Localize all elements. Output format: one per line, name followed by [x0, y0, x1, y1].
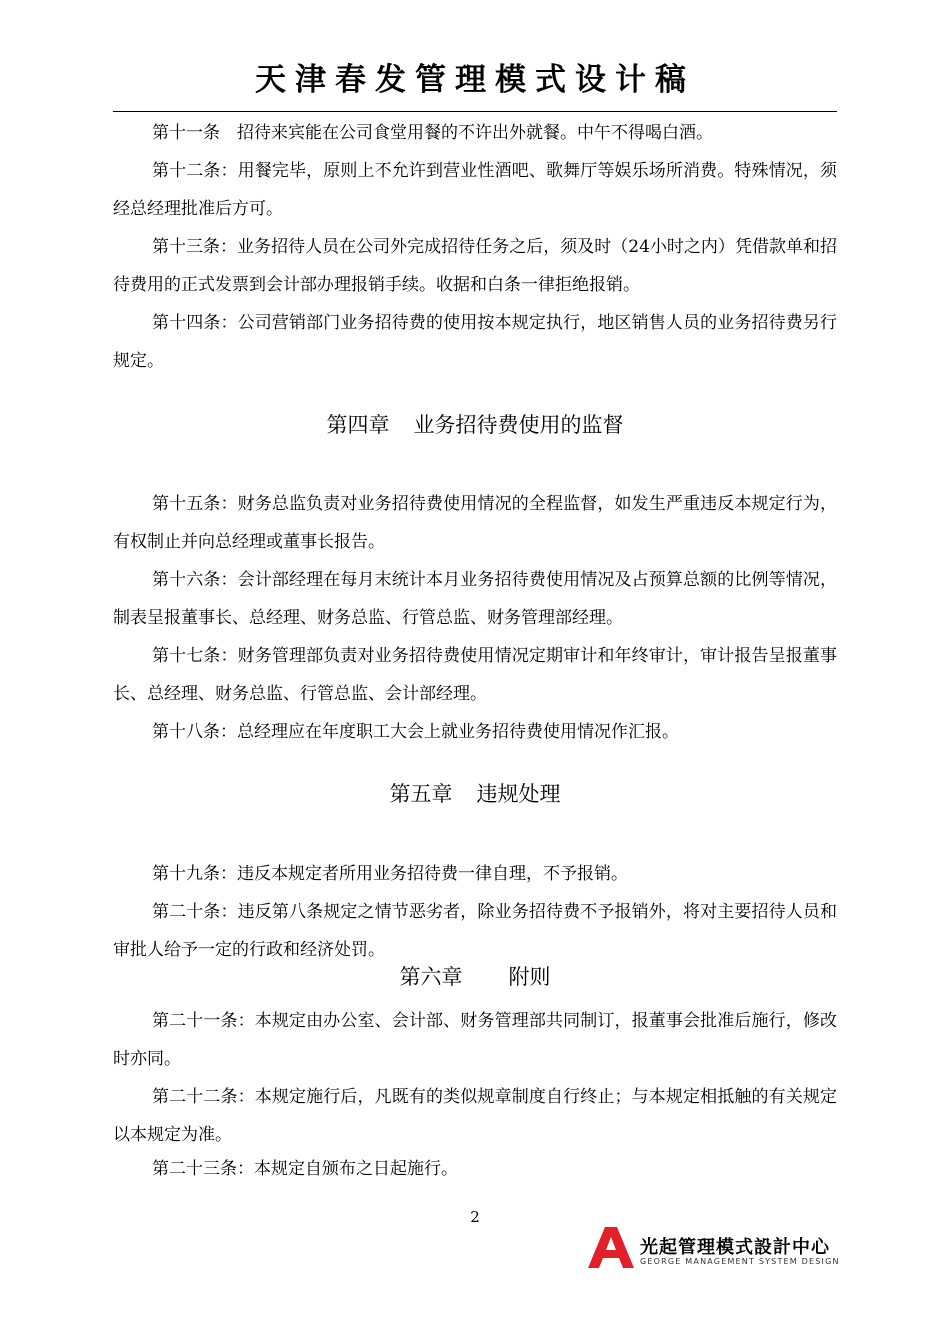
chapter-6-heading: [0, 961, 950, 991]
chapter-6-number: 第六章: [399, 965, 463, 989]
article-18: 第十八条：总经理应在年度职工大会上就业务招待费使用情况作汇报。: [152, 722, 679, 742]
header-divider: [113, 111, 837, 112]
chapter-5-heading: [0, 778, 950, 808]
article-22: 第二十二条：本规定施行后，凡既有的类似规章制度自行终止；与本规定相抵触的有关规定以本规定为准。: [113, 1087, 837, 1145]
article-19: 第十九条：违反本规定者所用业务招待费一律自理，不予报销。: [152, 864, 628, 884]
article-21: 第二十一条：本规定由办公室、会计部、财务管理部共同制订，报董事会批准后施行，修改时亦同。: [113, 1011, 837, 1069]
article-15: 第十五条：财务总监负责对业务招待费使用情况的全程监督，如发生严重违反本规定行为，有权制止并向总经理或董事长报告。: [113, 494, 837, 552]
article-16: 第十六条：会计部经理在每月末统计本月业务招待费使用情况及占预算总额的比例等情况，制表呈报董事长、总经理、财务总监、行管总监、财务管理部经理。: [113, 570, 837, 628]
chapter-4-heading: [0, 409, 950, 439]
chapter-5-title: 违规处理: [476, 782, 561, 806]
company-logo: [586, 1224, 846, 1274]
logo-a-mark-icon: [586, 1224, 636, 1270]
chapter-5-number: 第五章: [389, 782, 453, 806]
article-14: 第十四条：公司营销部门业务招待费的使用按本规定执行，地区销售人员的业务招待费另行规定。: [113, 313, 837, 371]
article-23: 第二十三条：本规定自颁布之日起施行。: [152, 1159, 458, 1179]
chapter-4-number: 第四章: [326, 413, 390, 437]
article-17: 第十七条：财务管理部负责对业务招待费使用情况定期审计和年终审计，审计报告呈报董事长、总经理、财务总监、行管总监、会计部经理。: [113, 646, 837, 704]
article-13: 第十三条：业务招待人员在公司外完成招待任务之后，须及时（24小时之内）凭借款单和招待费用的正式发票到会计部办理报销手续。收据和白条一律拒绝报销。: [113, 237, 837, 295]
article-12: 第十二条：用餐完毕，原则上不允许到营业性酒吧、歌舞厅等娱乐场所消费。特殊情况，须经总经理批准后方可。: [113, 161, 837, 219]
chapter-4-title: 业务招待费使用的监督: [413, 413, 624, 437]
logo-english-text: GEORGE MANAGEMENT SYSTEM DESIGN: [640, 1257, 840, 1266]
article-11: 第十一条 招待来宾能在公司食堂用餐的不许出外就餐。中午不得喝白酒。: [152, 123, 713, 143]
logo-chinese-text: 光起管理模式設計中心: [640, 1237, 830, 1258]
page-number: 2: [470, 1208, 480, 1226]
article-20: 第二十条：违反第八条规定之情节恶劣者，除业务招待费不予报销外，将对主要招待人员和审批人给予一定的行政和经济处罚。: [113, 902, 837, 960]
document-header-title: 天津春发管理模式设计稿: [255, 62, 695, 98]
chapter-6-title: 附则: [508, 965, 551, 989]
